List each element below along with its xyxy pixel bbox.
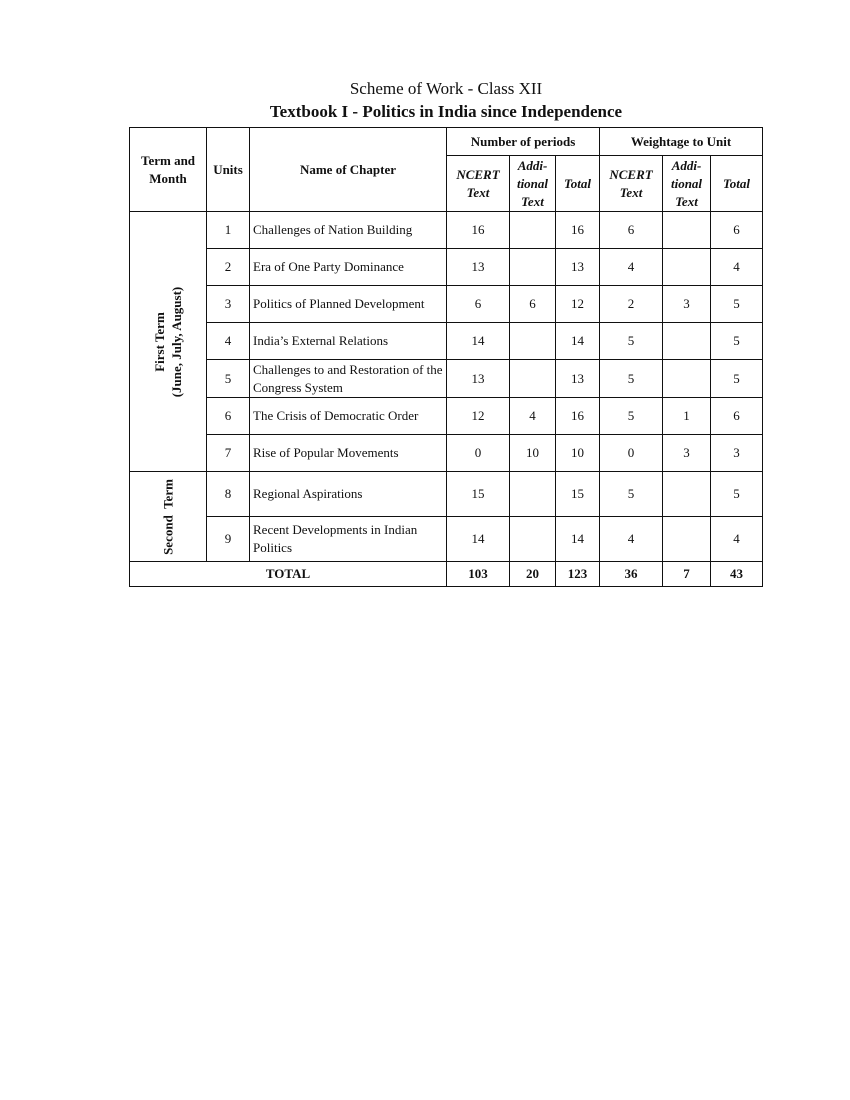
weightage-ncert: 5 bbox=[600, 323, 663, 360]
total-periods-total: 123 bbox=[556, 562, 600, 587]
unit-number: 4 bbox=[207, 323, 250, 360]
periods-additional: 6 bbox=[510, 286, 556, 323]
weightage-ncert: 4 bbox=[600, 249, 663, 286]
weightage-ncert: 4 bbox=[600, 517, 663, 562]
header-term: Term and Month bbox=[130, 128, 207, 212]
total-row bbox=[130, 562, 763, 587]
weightage-ncert: 2 bbox=[600, 286, 663, 323]
periods-ncert: 6 bbox=[447, 286, 510, 323]
periods-total: 16 bbox=[556, 398, 600, 435]
page-subtitle: Textbook I - Politics in India since Independence bbox=[269, 102, 623, 121]
table-row bbox=[130, 249, 763, 286]
term-first-name: First Term bbox=[152, 311, 167, 372]
unit-number: 6 bbox=[207, 398, 250, 435]
weightage-total: 5 bbox=[711, 472, 763, 517]
weightage-additional: 1 bbox=[663, 398, 711, 435]
chapter-name: Era of One Party Dominance bbox=[250, 249, 447, 286]
weightage-ncert: 5 bbox=[600, 360, 663, 398]
periods-ncert: 14 bbox=[447, 517, 510, 562]
chapter-name: Rise of Popular Movements bbox=[250, 435, 447, 472]
chapter-name: Challenges to and Restoration of the Congress System bbox=[250, 360, 447, 398]
periods-ncert: 0 bbox=[447, 435, 510, 472]
periods-total: 10 bbox=[556, 435, 600, 472]
weightage-total: 6 bbox=[711, 398, 763, 435]
weightage-additional: 3 bbox=[663, 286, 711, 323]
weightage-total: 4 bbox=[711, 249, 763, 286]
periods-total: 16 bbox=[556, 212, 600, 249]
weightage-total: 5 bbox=[711, 286, 763, 323]
weightage-additional: 3 bbox=[663, 435, 711, 472]
total-weightage-additional: 7 bbox=[663, 562, 711, 587]
unit-number: 3 bbox=[207, 286, 250, 323]
chapter-name: The Crisis of Democratic Order bbox=[250, 398, 447, 435]
periods-total: 15 bbox=[556, 472, 600, 517]
unit-number: 1 bbox=[207, 212, 250, 249]
periods-additional bbox=[510, 472, 556, 517]
term-first bbox=[130, 212, 207, 472]
table-row bbox=[130, 517, 763, 562]
chapter-name: Politics of Planned Development bbox=[250, 286, 447, 323]
weightage-total: 5 bbox=[711, 323, 763, 360]
header-number-of-periods: Number of periods bbox=[447, 128, 600, 156]
header-periods-additional: Addi- tional Text bbox=[510, 156, 556, 212]
header-weightage-total: Total bbox=[711, 156, 763, 212]
periods-ncert: 13 bbox=[447, 249, 510, 286]
header-chapter: Name of Chapter bbox=[250, 128, 447, 212]
weightage-total: 3 bbox=[711, 435, 763, 472]
header-units: Units bbox=[207, 128, 250, 212]
chapter-name: India’s External Relations bbox=[250, 323, 447, 360]
weightage-ncert: 5 bbox=[600, 398, 663, 435]
chapter-name: Recent Developments in Indian Politics bbox=[250, 517, 447, 562]
header-row-1 bbox=[130, 128, 763, 156]
header-periods-ncert: NCERT Text bbox=[447, 156, 510, 212]
unit-number: 9 bbox=[207, 517, 250, 562]
weightage-ncert: 5 bbox=[600, 472, 663, 517]
table-row bbox=[130, 212, 763, 249]
periods-additional bbox=[510, 517, 556, 562]
unit-number: 8 bbox=[207, 472, 250, 517]
periods-ncert: 13 bbox=[447, 360, 510, 398]
unit-number: 5 bbox=[207, 360, 250, 398]
periods-additional bbox=[510, 360, 556, 398]
periods-additional bbox=[510, 212, 556, 249]
periods-ncert: 16 bbox=[447, 212, 510, 249]
periods-ncert: 14 bbox=[447, 323, 510, 360]
weightage-ncert: 0 bbox=[600, 435, 663, 472]
header-periods-total: Total bbox=[556, 156, 600, 212]
table-row bbox=[130, 286, 763, 323]
unit-number: 2 bbox=[207, 249, 250, 286]
weightage-additional bbox=[663, 472, 711, 517]
table-row bbox=[130, 323, 763, 360]
periods-ncert: 15 bbox=[447, 472, 510, 517]
term-second bbox=[130, 472, 207, 562]
periods-total: 14 bbox=[556, 323, 600, 360]
weightage-additional bbox=[663, 323, 711, 360]
header-weightage-to-unit: Weightage to Unit bbox=[600, 128, 763, 156]
weightage-additional bbox=[663, 212, 711, 249]
scheme-table bbox=[129, 127, 763, 587]
periods-total: 13 bbox=[556, 249, 600, 286]
term-second-name: Second Term bbox=[160, 478, 176, 555]
total-label: TOTAL bbox=[130, 562, 447, 587]
weightage-additional bbox=[663, 360, 711, 398]
weightage-total: 5 bbox=[711, 360, 763, 398]
total-weightage-total: 43 bbox=[711, 562, 763, 587]
unit-number: 7 bbox=[207, 435, 250, 472]
total-periods-additional: 20 bbox=[510, 562, 556, 587]
header-weightage-additional: Addi- tional Text bbox=[663, 156, 711, 212]
weightage-additional bbox=[663, 517, 711, 562]
weightage-ncert: 6 bbox=[600, 212, 663, 249]
table-row bbox=[130, 435, 763, 472]
periods-total: 14 bbox=[556, 517, 600, 562]
total-weightage-ncert: 36 bbox=[600, 562, 663, 587]
term-first-months: (June, July, August) bbox=[169, 286, 184, 397]
total-periods-ncert: 103 bbox=[447, 562, 510, 587]
periods-additional bbox=[510, 249, 556, 286]
weightage-additional bbox=[663, 249, 711, 286]
table-row bbox=[130, 360, 763, 398]
weightage-total: 6 bbox=[711, 212, 763, 249]
periods-additional: 4 bbox=[510, 398, 556, 435]
periods-additional bbox=[510, 323, 556, 360]
chapter-name: Challenges of Nation Building bbox=[250, 212, 447, 249]
periods-total: 12 bbox=[556, 286, 600, 323]
table-row bbox=[130, 398, 763, 435]
page-title: Scheme of Work - Class XII bbox=[349, 79, 543, 98]
periods-ncert: 12 bbox=[447, 398, 510, 435]
weightage-total: 4 bbox=[711, 517, 763, 562]
header-weightage-ncert: NCERT Text bbox=[600, 156, 663, 212]
periods-total: 13 bbox=[556, 360, 600, 398]
periods-additional: 10 bbox=[510, 435, 556, 472]
chapter-name: Regional Aspirations bbox=[250, 472, 447, 517]
table-row bbox=[130, 472, 763, 517]
